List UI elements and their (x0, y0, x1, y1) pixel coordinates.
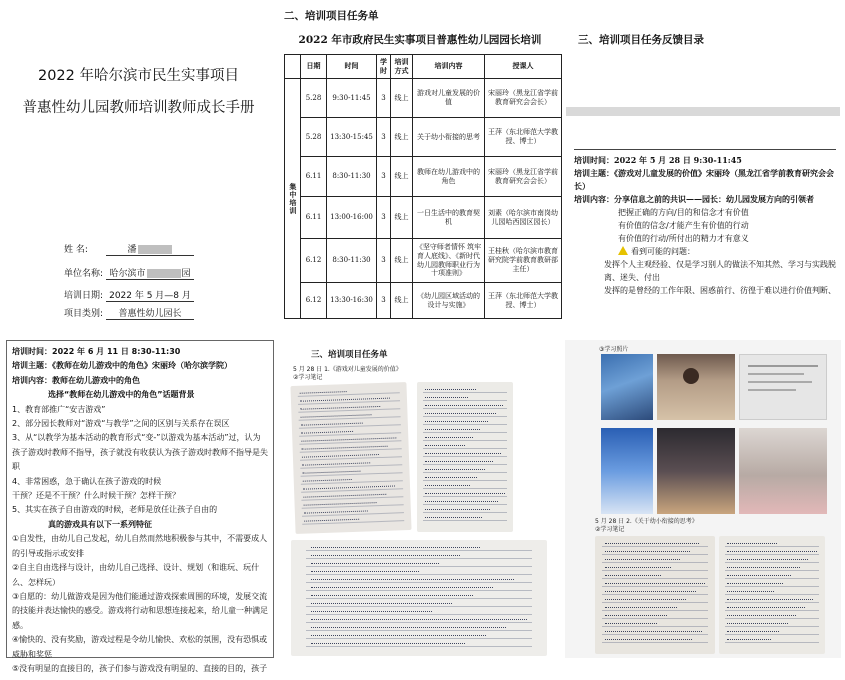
cover-field-unit (64, 266, 194, 279)
notes-page (6, 340, 274, 673)
handwriting-stroke (727, 575, 791, 576)
ruled-line (423, 456, 507, 457)
ruled-line (423, 472, 507, 473)
ruled-line (423, 440, 507, 441)
handwriting-stroke (311, 587, 493, 588)
handwriting-stroke (311, 579, 513, 580)
handwriting-stroke (311, 611, 431, 612)
ruled-line (602, 602, 708, 603)
field-label: 单位名称: (64, 269, 104, 279)
col-header-content: 培训内容 (413, 55, 485, 79)
ruled-line (725, 626, 818, 627)
list-item: ②自主自由选择与设计，由幼儿自己选择、设计、规划（和谁玩、玩什么、怎样玩） (12, 563, 260, 587)
field-label: 项目类别: (64, 309, 104, 319)
ruled-line (423, 464, 507, 465)
handwriting-stroke (727, 615, 796, 616)
field-value: 普惠性幼儿园长 (106, 306, 194, 320)
handwriting-stroke (605, 639, 693, 640)
notes-heading: 选择“教师在幼儿游戏中的角色”话题背景 (48, 390, 195, 400)
handwriting-stroke (425, 509, 490, 510)
ruled-line (725, 554, 818, 555)
ruled-line (602, 634, 708, 635)
redaction-blur (138, 245, 172, 254)
ruled-line (725, 642, 818, 643)
note-line: 有价值的行动/所付出的精力才有意义 (618, 234, 749, 243)
ruled-line (602, 618, 708, 619)
handwriting-stroke (425, 493, 506, 494)
notebook-photo (417, 382, 513, 532)
handwriting-stroke (311, 595, 472, 596)
handwriting-stroke (605, 575, 661, 576)
ruled-line (423, 432, 507, 433)
handwriting-stroke (425, 485, 470, 486)
handwriting-stroke (727, 551, 816, 552)
list-item: 干预？还是不干预？什么时候干预？怎样干预？ (12, 491, 180, 501)
ruled-line (725, 562, 818, 563)
handwriting-stroke (311, 547, 480, 548)
notes-content: 培训内容：教师在幼儿游戏中的角色 (12, 375, 140, 385)
notebook-photo (290, 382, 411, 534)
note-content: 培训内容：分享信息之前的共识——园长：幼儿园发展方向的引领者 (574, 194, 814, 204)
lecture-photo (657, 354, 735, 420)
ruled-line (602, 626, 708, 627)
note-topic: 培训主题：《游戏对儿童发展的价值》宋丽玲（黑龙江省学前教育研究会会长） (574, 168, 834, 191)
redaction-blur (147, 269, 181, 278)
ruled-line (423, 448, 507, 449)
ruled-line (602, 570, 708, 571)
ruled-line (306, 582, 531, 583)
lecture-photo (739, 428, 827, 514)
section-heading: 二、培训项目任务单 (284, 10, 379, 22)
caption: 5 月 28 日 1.《游戏对儿童发展的价值》 ②学习笔记 (293, 366, 402, 381)
ruled-line (423, 392, 507, 393)
ruled-line (602, 554, 708, 555)
field-label: 姓 名: (64, 245, 88, 255)
notebook-photo (719, 536, 825, 654)
caption: ③学习照片 (599, 346, 629, 353)
section-heading: 三、培训项目任务反馈目录 (578, 34, 704, 46)
cover-main-title: 普惠性幼儿园教师培训教师成长手册 (22, 100, 255, 116)
ruled-line (306, 638, 531, 639)
section-heading: 三、培训项目任务单 (311, 350, 388, 360)
handwriting-stroke (311, 563, 439, 564)
col-header-time: 时间 (327, 55, 377, 79)
handwriting-stroke (727, 591, 774, 592)
ruled-line (725, 594, 818, 595)
list-item: 2、部分园长教师对“游戏“与教学”之间的区别与关系存在误区 (12, 419, 230, 429)
handwriting-stroke (605, 559, 681, 560)
caption: 5 月 28 日 2.《关于幼小衔接的思考》 ②学习笔记 (595, 518, 698, 533)
field-value: 2022 年 5 月—8 月 (106, 288, 194, 302)
ruled-line (306, 550, 531, 551)
handwriting-stroke (425, 517, 483, 518)
note-line: 把握正确的方向/目的和信念才有价值 (618, 208, 749, 217)
ruled-line (423, 408, 507, 409)
handwriting-stroke (425, 445, 465, 446)
cover-field-name (64, 242, 194, 255)
handwriting-stroke (605, 551, 690, 552)
ruled-line (306, 614, 531, 615)
feedback-note (574, 149, 836, 297)
handwriting-stroke (311, 603, 452, 604)
note-paragraph: 发挥个人主观经验、仅是学习别人的做法不知其然、学习与实践脱离、迷失、付出 (604, 260, 836, 282)
handwriting-stroke (727, 607, 804, 608)
handwriting-stroke (311, 555, 459, 556)
handwriting-stroke (425, 413, 496, 414)
field-value: 潘 (127, 245, 137, 255)
notes-topic: 培训主题：《教师在幼儿游戏中的角色》宋丽玲（哈尔滨学院） (12, 361, 232, 371)
ruled-line (306, 558, 531, 559)
handwriting-stroke (727, 567, 799, 568)
schedule-table (284, 54, 562, 319)
handwriting-stroke (425, 453, 501, 454)
handwriting-stroke (311, 635, 485, 636)
field-value: 哈尔滨市 (109, 269, 146, 279)
table-title: 2022 年市政府民生实事项目普惠性幼儿园园长培训 (298, 34, 542, 46)
handwriting-stroke (425, 461, 493, 462)
ruled-line (306, 646, 531, 647)
table-row: 6.12 13:30-16:30 3 线上 《幼儿园区域活动的设计与实施》 王萍（东北师范大学教授、博士） (285, 283, 562, 319)
ruled-line (423, 512, 507, 513)
handwriting-stroke (727, 583, 782, 584)
handwriting-stroke (727, 559, 808, 560)
list-item: 3、从“以教学为基本活动的教育形式“变-”以游戏为基本活动”过，认为孩子游戏时教师不指导，孩子就没有收获认为孩子游戏时教师不指导是失职 (12, 433, 268, 472)
handwriting-stroke (727, 631, 779, 632)
col-header-teacher: 授课人 (485, 55, 562, 79)
handwriting-stroke (425, 477, 478, 478)
ruled-line (602, 562, 708, 563)
ruled-line (725, 618, 818, 619)
ruled-line (306, 574, 531, 575)
ruled-line (725, 586, 818, 587)
field-label: 培训日期: (64, 291, 104, 301)
cover-page (6, 4, 271, 319)
handwriting-stroke (425, 437, 473, 438)
table-row: 6.11 13:00-16:00 3 线上 一日生活中的教育契机 刘素（哈尔滨市南岗幼儿园哈西园区园长） (285, 197, 562, 239)
table-row: 集中培训 5.28 9:30-11:45 3 线上 游戏对儿童发展的价值 宋丽玲（黑龙江省学前教育研究会会长） (285, 79, 562, 118)
handwriting-stroke (311, 627, 506, 628)
ruled-line (725, 546, 818, 547)
col-header-mode: 培训方式 (391, 55, 413, 79)
handwriting-stroke (425, 389, 476, 390)
list-item: ①自发性，由幼儿自己发起，幼儿自然而然地积极参与其中，不需要成人的引导或指示或安排 (12, 534, 268, 558)
handwriting-stroke (605, 567, 671, 568)
col-header-hours: 学时 (377, 55, 391, 79)
ruled-line (306, 598, 531, 599)
ruled-line (423, 504, 507, 505)
ruled-line (725, 634, 818, 635)
note-warning: 看到可能的问题： (574, 245, 836, 258)
handwriting-stroke (425, 469, 485, 470)
handwriting-stroke (727, 639, 770, 640)
ruled-line (602, 610, 708, 611)
ruled-line (602, 578, 708, 579)
handwriting-stroke (605, 631, 702, 632)
notebook-photo (291, 540, 547, 656)
handwriting-stroke (727, 623, 787, 624)
lecture-photo (657, 428, 735, 514)
handwritten-notes-page (283, 344, 563, 657)
ruled-line (423, 416, 507, 417)
ruled-line (423, 400, 507, 401)
ruled-line (306, 566, 531, 567)
warning-icon (618, 246, 628, 255)
col-header-date: 日期 (301, 55, 327, 79)
ruled-line (602, 546, 708, 547)
ruled-line (423, 424, 507, 425)
ruled-line (306, 606, 531, 607)
handwriting-stroke (605, 599, 687, 600)
handwriting-stroke (311, 643, 465, 644)
list-item: ⑤没有明显的直接目的，孩子们参与游戏没有明显的、直接的目的，孩子 (12, 663, 268, 673)
note-paragraph: 发挥的是曾经的工作年限、困惑前行、彷徨于难以进行价值判断、 (604, 286, 836, 295)
field-value-suffix: 园 (181, 269, 191, 279)
ruled-line (306, 630, 531, 631)
ruled-line (602, 586, 708, 587)
screenshot-photo (601, 354, 653, 420)
ruled-line (423, 496, 507, 497)
divider-band (566, 107, 840, 116)
handwriting-stroke (605, 623, 658, 624)
note-time: 培训时间：2022 年 5 月 28 日 9:30-11:45 (574, 155, 742, 165)
list-item: ④愉快的、没有奖励，游戏过程是令幼儿愉快、欢松的氛围，没有恐惧或威胁和奖惩 (12, 635, 268, 659)
notebook-photo (595, 536, 715, 654)
notes-heading: 真的游戏具有以下一系列特征 (48, 519, 152, 529)
handwriting-stroke (605, 615, 667, 616)
ruled-line (725, 610, 818, 611)
ruled-line (725, 578, 818, 579)
handwriting-stroke (311, 619, 526, 620)
list-item: ③自愿的：幼儿做游戏是因为他们能通过游戏探索周围的环境，发展交流的技能并表达愉快的感受。游戏将行动和思想连接起来，给儿童一种满足感。 (12, 591, 268, 630)
list-item: 4、非常困惑，急于确认在孩子游戏的时候 (12, 476, 162, 486)
screenshot-photo (601, 428, 653, 514)
ruled-line (423, 520, 507, 521)
handwriting-stroke (425, 405, 504, 406)
cover-year-title: 2022 年哈尔滨市民生实事项目 (37, 68, 239, 84)
ruled-line (602, 642, 708, 643)
handwriting-stroke (425, 421, 488, 422)
handwriting-stroke (727, 599, 813, 600)
table-row: 6.11 8:30-11:30 3 线上 教师在幼儿游戏中的角色 宋丽玲（黑龙江省学前教育研究会会长） (285, 157, 562, 197)
ruled-line (306, 590, 531, 591)
ruled-line (423, 480, 507, 481)
schedule-page (274, 4, 566, 314)
handwriting-stroke (311, 571, 419, 572)
note-line: 有价值的信念/才能产生有价值的行动 (618, 221, 749, 230)
list-item: 1、教育部推广“安吉游戏” (12, 404, 106, 414)
handwriting-stroke (425, 501, 498, 502)
table-row: 5.28 13:30-15:45 3 线上 关于幼小衔接的思考 王萍（东北师范大学教授、博士） (285, 118, 562, 157)
handwriting-stroke (605, 607, 677, 608)
handwriting-stroke (727, 543, 777, 544)
ruled-line (602, 594, 708, 595)
ruled-line (725, 570, 818, 571)
handwriting-stroke (425, 397, 468, 398)
handwriting-stroke (605, 583, 706, 584)
notes-time: 培训时间：2022 年 6 月 11 日 8:30-11:30 (12, 347, 181, 356)
list-item: 5、其实在孩子自由游戏的时候，老师是放任让孩子自由的 (12, 505, 218, 515)
ruled-line (423, 488, 507, 489)
table-header-row (285, 55, 562, 79)
photos-page (565, 340, 841, 658)
feedback-page (566, 4, 840, 314)
handwriting-stroke (605, 591, 696, 592)
cover-field-category (64, 306, 194, 319)
ruled-line (306, 622, 531, 623)
handwriting-stroke (605, 543, 700, 544)
cover-field-date (64, 288, 194, 301)
ruled-line (725, 602, 818, 603)
table-row: 6.12 8:30-11:30 3 线上 《坚守师者情怀 筑牢育人底线》、《新时代幼儿园教师职业行为十项准则》 王桂秋（哈尔滨市教育研究院学前教育教研部主任） (285, 239, 562, 283)
handwriting-stroke (425, 429, 481, 430)
category-cell: 集中培训 (285, 79, 301, 319)
slide-photo (739, 354, 827, 420)
